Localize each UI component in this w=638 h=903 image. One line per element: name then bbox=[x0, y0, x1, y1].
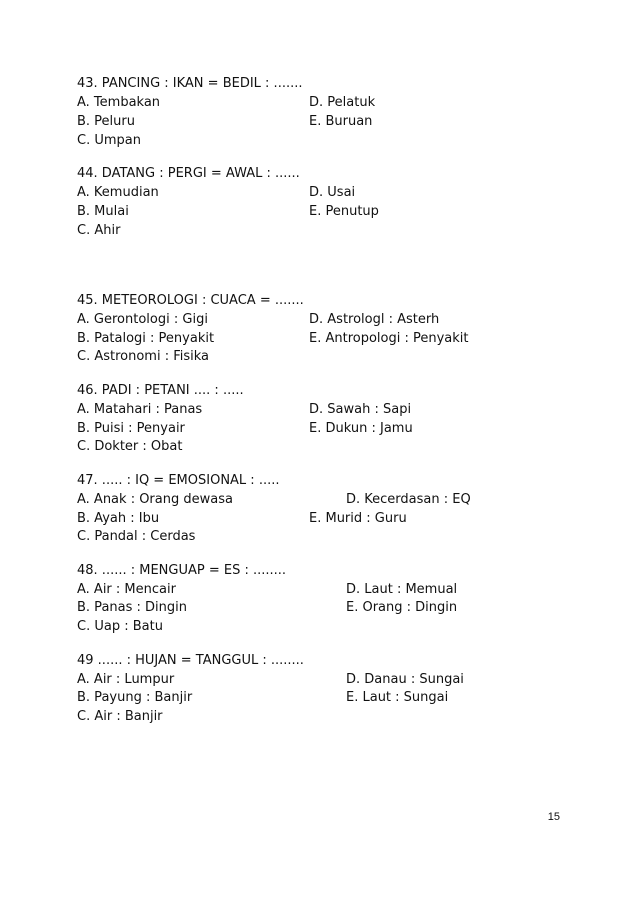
question-stem: 46. PADI : PETANI .... : ..... bbox=[77, 383, 244, 398]
option-c: C. Astronomi : Fisika bbox=[77, 349, 210, 364]
option-d: D. Usai bbox=[309, 185, 356, 200]
option-b: B. Payung : Banjir bbox=[77, 690, 193, 705]
option-e: E. Penutup bbox=[309, 204, 379, 219]
option-d: D. Sawah : Sapi bbox=[309, 402, 412, 417]
option-e: E. Dukun : Jamu bbox=[309, 421, 413, 436]
option-c: C. Uap : Batu bbox=[77, 619, 163, 634]
option-c: C. Pandal : Cerdas bbox=[77, 529, 196, 544]
option-b: B. Panas : Dingin bbox=[77, 600, 187, 615]
option-a: A. Matahari : Panas bbox=[77, 402, 203, 417]
option-a: A. Anak : Orang dewasa bbox=[77, 492, 233, 507]
question-stem: 43. PANCING : IKAN = BEDIL : ....... bbox=[77, 76, 303, 91]
option-e: E. Antropologi : Penyakit bbox=[309, 331, 469, 346]
option-c: C. Ahir bbox=[77, 223, 121, 238]
option-d: D. Laut : Memual bbox=[346, 582, 458, 597]
option-e: E. Murid : Guru bbox=[309, 511, 407, 526]
option-b: B. Mulai bbox=[77, 204, 129, 219]
option-d: D. Kecerdasan : EQ bbox=[346, 492, 471, 507]
option-b: B. Puisi : Penyair bbox=[77, 421, 185, 436]
option-c: C. Dokter : Obat bbox=[77, 439, 183, 454]
question-stem: 45. METEOROLOGI : CUACA = ....... bbox=[77, 293, 304, 308]
option-d: D. Danau : Sungai bbox=[346, 672, 464, 687]
option-a: A. Tembakan bbox=[77, 95, 161, 110]
option-e: E. Orang : Dingin bbox=[346, 600, 458, 615]
question-stem: 49 ...... : HUJAN = TANGGUL : ........ bbox=[77, 653, 304, 668]
page-number: 15 bbox=[547, 811, 560, 823]
option-e: E. Laut : Sungai bbox=[346, 690, 449, 705]
option-a: A. Gerontologi : Gigi bbox=[77, 312, 208, 327]
question-stem: 44. DATANG : PERGI = AWAL : ...... bbox=[77, 166, 300, 181]
option-d: D. Pelatuk bbox=[309, 95, 376, 110]
option-c: C. Umpan bbox=[77, 133, 141, 148]
option-b: B. Peluru bbox=[77, 114, 135, 129]
question-stem: 48. ...... : MENGUAP = ES : ........ bbox=[77, 563, 287, 578]
option-b: B. Patalogi : Penyakit bbox=[77, 331, 215, 346]
option-c: C. Air : Banjir bbox=[77, 709, 163, 724]
option-a: A. Air : Mencair bbox=[77, 582, 176, 597]
question-stem: 47. ..... : IQ = EMOSIONAL : ..... bbox=[77, 473, 280, 488]
option-d: D. Astrologl : Asterh bbox=[309, 312, 440, 327]
option-a: A. Air : Lumpur bbox=[77, 672, 175, 687]
option-e: E. Buruan bbox=[309, 114, 373, 129]
option-a: A. Kemudian bbox=[77, 185, 159, 200]
option-b: B. Ayah : Ibu bbox=[77, 511, 160, 526]
